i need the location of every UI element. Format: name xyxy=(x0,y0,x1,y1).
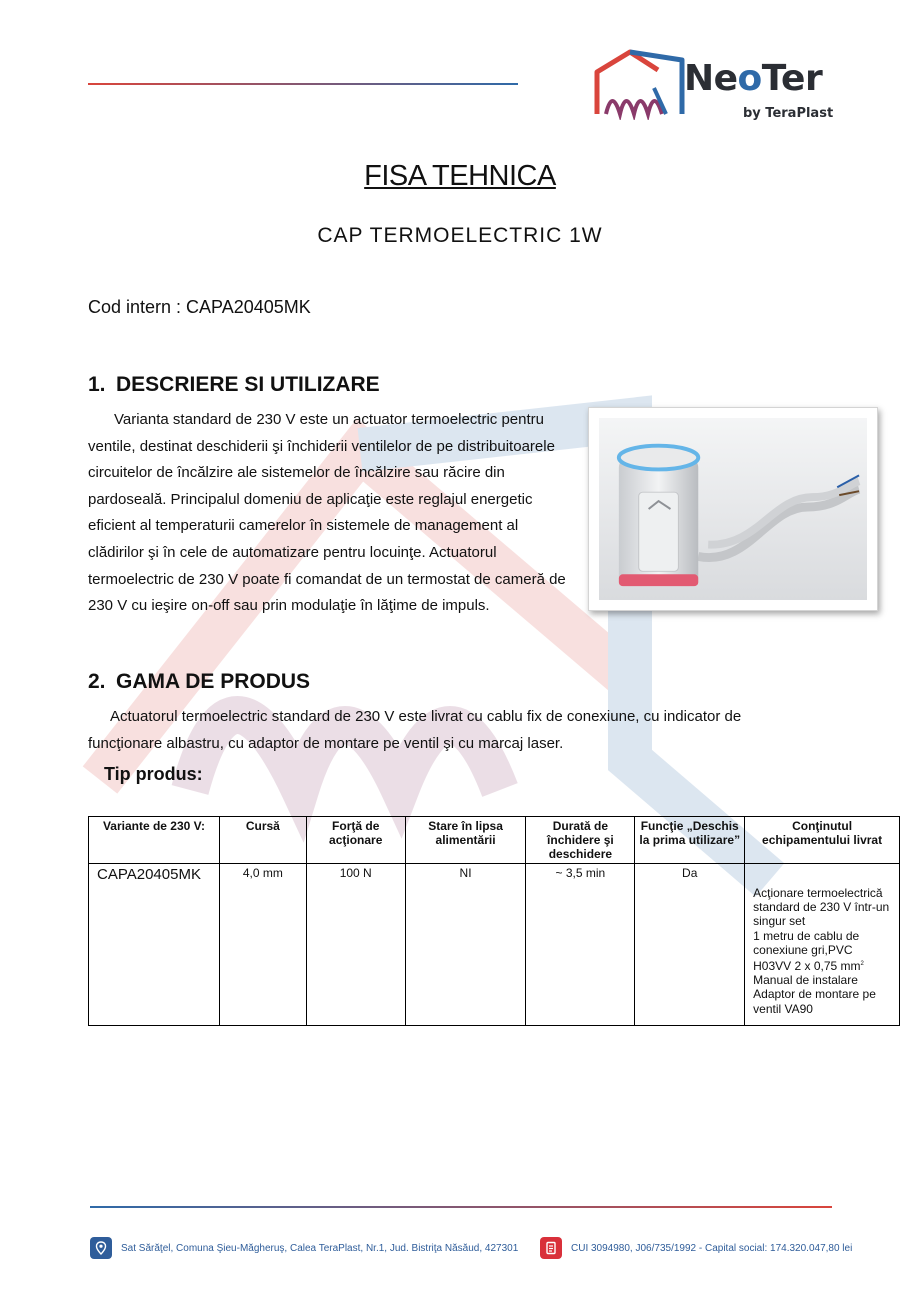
document-title: FISA TEHNICA xyxy=(364,160,556,192)
header-stroke: Cursă xyxy=(219,817,306,864)
header-duration: Durată de închidere şi deschidere xyxy=(526,817,635,864)
document-icon xyxy=(540,1237,562,1259)
contents-item-manual: Manual de instalare xyxy=(753,973,858,988)
section-2-heading xyxy=(88,670,310,694)
document-subtitle: CAP TERMOELECTRIC 1W xyxy=(317,224,603,247)
section-1-heading xyxy=(88,373,380,397)
cell-stroke: 4,0 mm xyxy=(219,864,306,1026)
cell-power-off-state: NI xyxy=(405,864,526,1026)
contents-item-cable: 1 metru de cablu de conexiune gri,PVC H03VV 2 x 0,75 $mm^2$ xyxy=(753,928,864,974)
product-type-heading: Tip produs: xyxy=(104,764,203,784)
house-logo-icon xyxy=(592,48,688,120)
footer-address xyxy=(90,1236,518,1260)
header-variant: Variante de 230 V: xyxy=(89,817,220,864)
cell-variant: CAPA20405MK xyxy=(89,864,220,1026)
cell-force: 100 N xyxy=(306,864,405,1026)
internal-code: Cod intern : CAPA20405MK xyxy=(88,297,311,317)
header-force: Forţă de acţionare xyxy=(306,817,405,864)
section-2-text: Actuatorul termoelectric standard de 230 V este livrat cu cablu fix de conexiune, cu indicator de funcţionare albastru, cu adaptor de montare pe ventil şi cu marcaj laser. xyxy=(88,708,742,752)
header-divider xyxy=(88,83,518,85)
cell-duration: ~ 3,5 min xyxy=(526,864,635,1026)
footer-company xyxy=(540,1236,852,1260)
header-contents: Conţinutul echipamentului livrat xyxy=(745,817,900,864)
table-header-row xyxy=(89,817,900,864)
section-1-number: 1. xyxy=(88,373,106,396)
section-1-text: Varianta standard de 230 V este un actuator termoelectric pentru ventile, destinat deschiderii şi închiderii ventilelor de pe distribuitoarele circuitelor de încălzire ale sistemelor de încălzire sau răcire din pardoseală. Principalul domeniu de aplicaţie este reglajul energetic eficient al temperaturii camerelor în sistemele de management al clădirilor şi în cele de automatizare pentru locuinţe. Actuatorul termoelectric de 230 V poate fi comandat de un termostat de cameră de 230 V cu ieşire on-off sau prin modulaţie în lăţime de impuls. xyxy=(88,411,566,615)
logo-tagline: by TeraPlast xyxy=(743,106,834,121)
cell-contents xyxy=(745,864,900,1026)
contents-item-adapter: Adaptor de montare pe ventil VA90 xyxy=(753,987,876,1016)
section-2-number: 2. xyxy=(88,670,106,693)
logo-wordmark: NeoTer xyxy=(684,58,823,99)
cell-first-open: Da xyxy=(635,864,745,1026)
product-photo xyxy=(588,407,878,611)
actuator-image xyxy=(599,418,867,600)
footer-divider xyxy=(90,1206,832,1208)
footer-company-text: CUI 3094980, J06/735/1992 - Capital social: 174.320.047,80 lei xyxy=(571,1242,853,1254)
header-first-open: Funcţie „Deschis la prima utilizare” xyxy=(635,817,745,864)
footer-address-text: Sat Sărăţel, Comuna Şieu-Măgheruş, Calea TeraPlast, Nr.1, Jud. Bistriţa Năsăud, 427301 xyxy=(121,1242,519,1254)
table-row xyxy=(89,864,900,1026)
section-2-title: GAMA DE PRODUS xyxy=(116,670,311,693)
neoter-logo xyxy=(592,46,842,128)
spec-table xyxy=(88,816,900,1026)
section-1-title: DESCRIERE SI UTILIZARE xyxy=(116,373,380,396)
location-pin-icon xyxy=(90,1237,112,1259)
header-power-off-state: Stare în lipsa alimentării xyxy=(405,817,526,864)
contents-item-actuator: Acţionare termoelectrică standard de 230 V într-un singur set xyxy=(753,886,890,929)
